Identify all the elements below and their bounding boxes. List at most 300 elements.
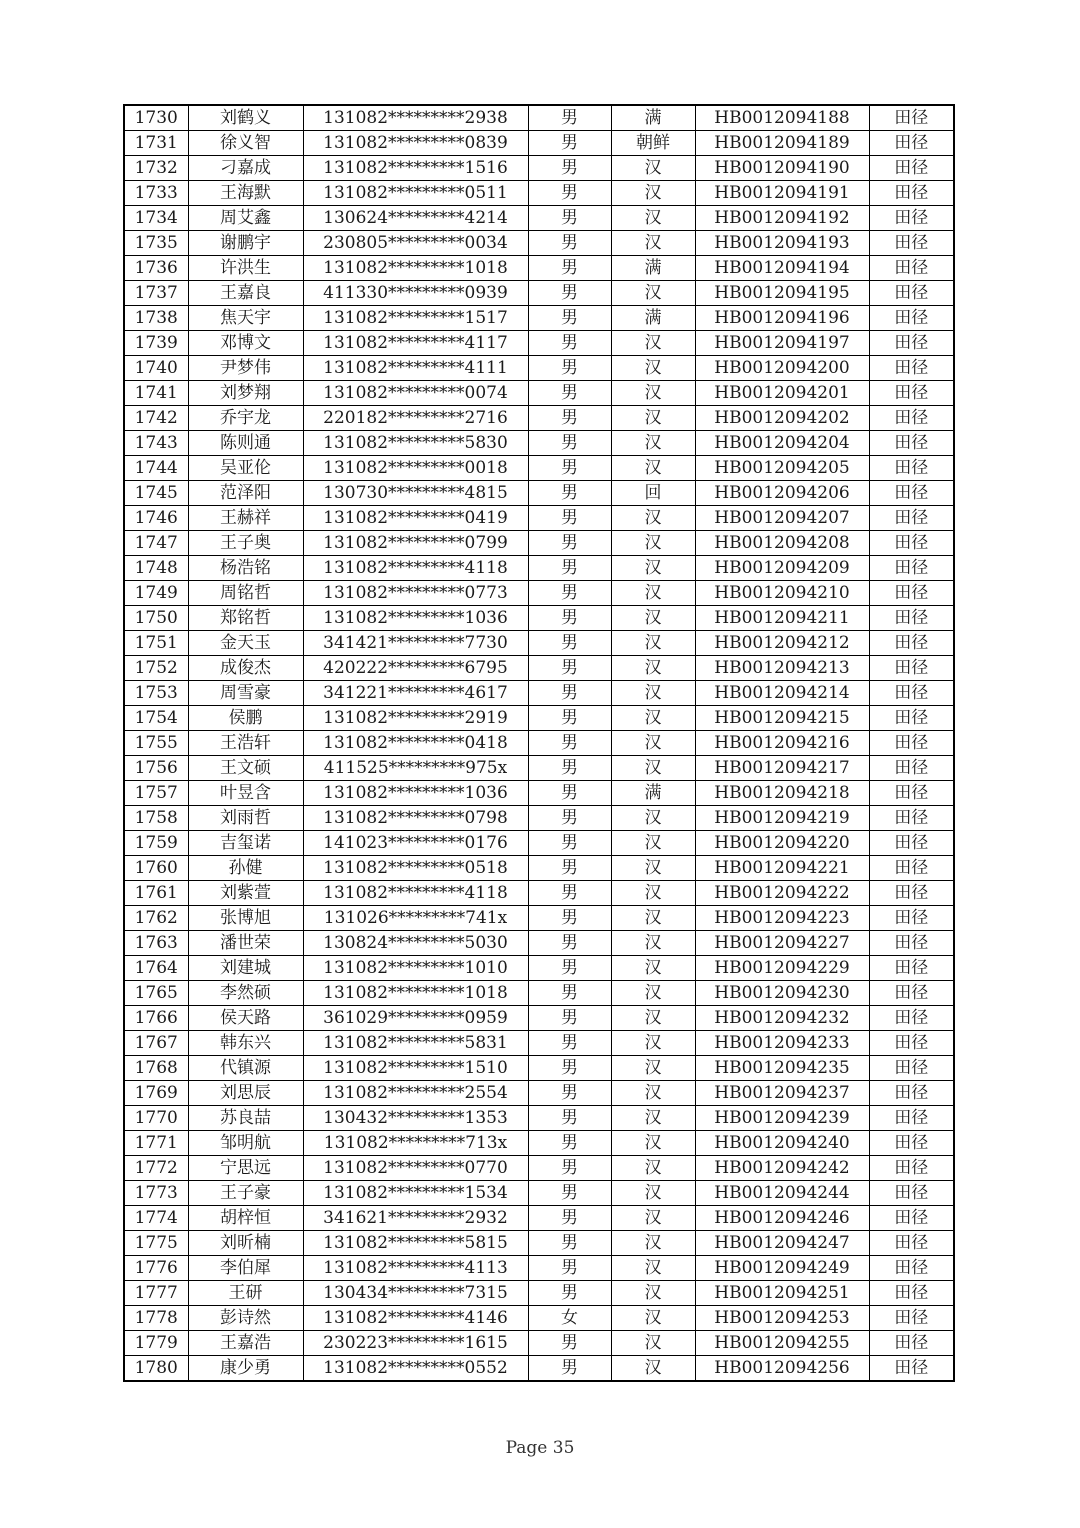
cell-name: 宁思远 [188, 1156, 303, 1181]
cell-name: 韩东兴 [188, 1031, 303, 1056]
cell-id-number: 131082*********2554 [303, 1081, 528, 1106]
cell-registration-number: HB0012094215 [695, 706, 869, 731]
cell-sport: 田径 [869, 1206, 954, 1231]
cell-gender: 男 [528, 881, 611, 906]
table-row [124, 556, 954, 581]
cell-ethnicity: 汉 [611, 1281, 695, 1306]
cell-sport: 田径 [869, 231, 954, 256]
table-row [124, 1206, 954, 1231]
cell-number: 1774 [124, 1206, 188, 1231]
cell-registration-number: HB0012094239 [695, 1106, 869, 1131]
table-row [124, 281, 954, 306]
cell-number: 1732 [124, 156, 188, 181]
table-row [124, 131, 954, 156]
cell-ethnicity: 汉 [611, 281, 695, 306]
cell-id-number: 131082*********4117 [303, 331, 528, 356]
cell-sport: 田径 [869, 631, 954, 656]
table-row [124, 881, 954, 906]
cell-number: 1750 [124, 606, 188, 631]
table-row [124, 631, 954, 656]
cell-name: 周铭哲 [188, 581, 303, 606]
cell-registration-number: HB0012094200 [695, 356, 869, 381]
cell-name: 郑铭哲 [188, 606, 303, 631]
cell-gender: 男 [528, 306, 611, 331]
cell-ethnicity: 汉 [611, 1131, 695, 1156]
cell-id-number: 131082*********1036 [303, 781, 528, 806]
cell-number: 1758 [124, 806, 188, 831]
cell-gender: 男 [528, 831, 611, 856]
cell-id-number: 230223*********1615 [303, 1331, 528, 1356]
cell-number: 1749 [124, 581, 188, 606]
cell-name: 彭诗然 [188, 1306, 303, 1331]
cell-number: 1745 [124, 481, 188, 506]
cell-gender: 男 [528, 756, 611, 781]
cell-name: 王海默 [188, 181, 303, 206]
table-row [124, 456, 954, 481]
cell-registration-number: HB0012094218 [695, 781, 869, 806]
cell-ethnicity: 汉 [611, 581, 695, 606]
cell-sport: 田径 [869, 281, 954, 306]
cell-gender: 男 [528, 581, 611, 606]
cell-id-number: 141023*********0176 [303, 831, 528, 856]
cell-gender: 男 [528, 1181, 611, 1206]
cell-name: 代镇源 [188, 1056, 303, 1081]
cell-id-number: 131082*********4111 [303, 356, 528, 381]
cell-id-number: 131026*********741x [303, 906, 528, 931]
table-row [124, 1006, 954, 1031]
cell-name: 王文硕 [188, 756, 303, 781]
cell-registration-number: HB0012094240 [695, 1131, 869, 1156]
cell-number: 1765 [124, 981, 188, 1006]
cell-ethnicity: 汉 [611, 931, 695, 956]
cell-sport: 田径 [869, 1356, 954, 1382]
cell-id-number: 131082*********0419 [303, 506, 528, 531]
cell-ethnicity: 汉 [611, 1156, 695, 1181]
cell-ethnicity: 汉 [611, 1231, 695, 1256]
cell-id-number: 131082*********4118 [303, 881, 528, 906]
table-row [124, 581, 954, 606]
cell-gender: 男 [528, 356, 611, 381]
cell-sport: 田径 [869, 731, 954, 756]
cell-name: 康少勇 [188, 1356, 303, 1382]
cell-number: 1753 [124, 681, 188, 706]
cell-ethnicity: 朝鲜 [611, 131, 695, 156]
cell-ethnicity: 汉 [611, 656, 695, 681]
cell-number: 1742 [124, 406, 188, 431]
cell-ethnicity: 满 [611, 105, 695, 131]
cell-registration-number: HB0012094251 [695, 1281, 869, 1306]
cell-sport: 田径 [869, 1231, 954, 1256]
cell-id-number: 411525*********975x [303, 756, 528, 781]
cell-name: 王子豪 [188, 1181, 303, 1206]
cell-ethnicity: 汉 [611, 856, 695, 881]
cell-gender: 男 [528, 181, 611, 206]
table-row [124, 406, 954, 431]
cell-number: 1735 [124, 231, 188, 256]
cell-name: 焦天宇 [188, 306, 303, 331]
cell-registration-number: HB0012094197 [695, 331, 869, 356]
cell-gender: 男 [528, 531, 611, 556]
table-row [124, 1256, 954, 1281]
cell-gender: 男 [528, 105, 611, 131]
cell-name: 谢鹏宇 [188, 231, 303, 256]
cell-ethnicity: 汉 [611, 1331, 695, 1356]
cell-id-number: 131082*********1018 [303, 256, 528, 281]
cell-number: 1737 [124, 281, 188, 306]
cell-id-number: 341221*********4617 [303, 681, 528, 706]
cell-id-number: 131082*********1018 [303, 981, 528, 1006]
cell-registration-number: HB0012094210 [695, 581, 869, 606]
table-row [124, 956, 954, 981]
table-row [124, 781, 954, 806]
cell-number: 1743 [124, 431, 188, 456]
cell-ethnicity: 满 [611, 256, 695, 281]
table-row [124, 1281, 954, 1306]
cell-number: 1739 [124, 331, 188, 356]
cell-id-number: 131082*********0798 [303, 806, 528, 831]
cell-name: 邹明航 [188, 1131, 303, 1156]
cell-ethnicity: 汉 [611, 506, 695, 531]
cell-name: 潘世荣 [188, 931, 303, 956]
cell-gender: 男 [528, 1031, 611, 1056]
table-row [124, 1056, 954, 1081]
table-row [124, 1181, 954, 1206]
cell-gender: 男 [528, 781, 611, 806]
cell-sport: 田径 [869, 1056, 954, 1081]
table-row [124, 906, 954, 931]
cell-registration-number: HB0012094204 [695, 431, 869, 456]
cell-sport: 田径 [869, 656, 954, 681]
cell-gender: 男 [528, 156, 611, 181]
cell-registration-number: HB0012094246 [695, 1206, 869, 1231]
cell-sport: 田径 [869, 331, 954, 356]
cell-id-number: 131082*********4113 [303, 1256, 528, 1281]
cell-registration-number: HB0012094237 [695, 1081, 869, 1106]
cell-number: 1763 [124, 931, 188, 956]
cell-registration-number: HB0012094213 [695, 656, 869, 681]
cell-sport: 田径 [869, 581, 954, 606]
cell-name: 苏良喆 [188, 1106, 303, 1131]
cell-name: 刘鹤义 [188, 105, 303, 131]
cell-number: 1752 [124, 656, 188, 681]
cell-ethnicity: 汉 [611, 381, 695, 406]
cell-ethnicity: 汉 [611, 456, 695, 481]
cell-gender: 男 [528, 281, 611, 306]
cell-gender: 男 [528, 931, 611, 956]
cell-gender: 男 [528, 606, 611, 631]
cell-ethnicity: 汉 [611, 1031, 695, 1056]
cell-number: 1747 [124, 531, 188, 556]
cell-ethnicity: 汉 [611, 831, 695, 856]
cell-number: 1780 [124, 1356, 188, 1382]
table-row [124, 356, 954, 381]
cell-ethnicity: 汉 [611, 1206, 695, 1231]
cell-sport: 田径 [869, 956, 954, 981]
cell-name: 金天玉 [188, 631, 303, 656]
cell-ethnicity: 汉 [611, 556, 695, 581]
cell-registration-number: HB0012094188 [695, 105, 869, 131]
cell-gender: 男 [528, 631, 611, 656]
cell-ethnicity: 汉 [611, 231, 695, 256]
cell-sport: 田径 [869, 431, 954, 456]
table-row [124, 656, 954, 681]
cell-registration-number: HB0012094212 [695, 631, 869, 656]
table-row [124, 756, 954, 781]
cell-registration-number: HB0012094219 [695, 806, 869, 831]
cell-gender: 男 [528, 1106, 611, 1131]
table-row [124, 706, 954, 731]
table-row [124, 1081, 954, 1106]
cell-number: 1757 [124, 781, 188, 806]
cell-sport: 田径 [869, 856, 954, 881]
cell-registration-number: HB0012094193 [695, 231, 869, 256]
table-row [124, 1156, 954, 1181]
table-row [124, 1031, 954, 1056]
cell-registration-number: HB0012094223 [695, 906, 869, 931]
cell-ethnicity: 汉 [611, 906, 695, 931]
cell-registration-number: HB0012094233 [695, 1031, 869, 1056]
cell-ethnicity: 汉 [611, 1256, 695, 1281]
cell-number: 1776 [124, 1256, 188, 1281]
cell-sport: 田径 [869, 406, 954, 431]
cell-number: 1769 [124, 1081, 188, 1106]
cell-registration-number: HB0012094242 [695, 1156, 869, 1181]
cell-registration-number: HB0012094232 [695, 1006, 869, 1031]
cell-sport: 田径 [869, 881, 954, 906]
cell-number: 1773 [124, 1181, 188, 1206]
cell-sport: 田径 [869, 1331, 954, 1356]
cell-sport: 田径 [869, 306, 954, 331]
cell-ethnicity: 汉 [611, 156, 695, 181]
cell-registration-number: HB0012094220 [695, 831, 869, 856]
cell-gender: 男 [528, 681, 611, 706]
cell-name: 范泽阳 [188, 481, 303, 506]
cell-sport: 田径 [869, 131, 954, 156]
cell-gender: 男 [528, 706, 611, 731]
table-row [124, 731, 954, 756]
cell-id-number: 361029*********0959 [303, 1006, 528, 1031]
cell-gender: 男 [528, 1206, 611, 1231]
cell-sport: 田径 [869, 1306, 954, 1331]
cell-ethnicity: 汉 [611, 806, 695, 831]
cell-sport: 田径 [869, 781, 954, 806]
cell-gender: 男 [528, 1131, 611, 1156]
cell-gender: 男 [528, 806, 611, 831]
cell-id-number: 131082*********713x [303, 1131, 528, 1156]
cell-id-number: 131082*********5815 [303, 1231, 528, 1256]
cell-sport: 田径 [869, 906, 954, 931]
cell-id-number: 131082*********0773 [303, 581, 528, 606]
cell-registration-number: HB0012094217 [695, 756, 869, 781]
cell-sport: 田径 [869, 456, 954, 481]
cell-number: 1768 [124, 1056, 188, 1081]
cell-registration-number: HB0012094216 [695, 731, 869, 756]
table-row [124, 1131, 954, 1156]
cell-ethnicity: 汉 [611, 431, 695, 456]
cell-ethnicity: 汉 [611, 706, 695, 731]
cell-number: 1764 [124, 956, 188, 981]
cell-gender: 男 [528, 456, 611, 481]
cell-ethnicity: 汉 [611, 181, 695, 206]
cell-registration-number: HB0012094201 [695, 381, 869, 406]
table-row [124, 181, 954, 206]
cell-id-number: 131082*********2919 [303, 706, 528, 731]
cell-sport: 田径 [869, 1006, 954, 1031]
cell-number: 1771 [124, 1131, 188, 1156]
cell-registration-number: HB0012094205 [695, 456, 869, 481]
cell-number: 1755 [124, 731, 188, 756]
cell-name: 吴亚伦 [188, 456, 303, 481]
cell-registration-number: HB0012094229 [695, 956, 869, 981]
cell-ethnicity: 汉 [611, 1356, 695, 1382]
cell-name: 刁嘉成 [188, 156, 303, 181]
cell-name: 刘昕楠 [188, 1231, 303, 1256]
cell-registration-number: HB0012094206 [695, 481, 869, 506]
cell-sport: 田径 [869, 706, 954, 731]
cell-sport: 田径 [869, 356, 954, 381]
table-row [124, 431, 954, 456]
cell-id-number: 341421*********7730 [303, 631, 528, 656]
cell-registration-number: HB0012094208 [695, 531, 869, 556]
roster-table [123, 104, 955, 1382]
cell-id-number: 130434*********7315 [303, 1281, 528, 1306]
table-row [124, 206, 954, 231]
cell-name: 杨浩铭 [188, 556, 303, 581]
cell-gender: 男 [528, 1256, 611, 1281]
cell-sport: 田径 [869, 931, 954, 956]
cell-sport: 田径 [869, 981, 954, 1006]
cell-registration-number: HB0012094222 [695, 881, 869, 906]
cell-gender: 男 [528, 256, 611, 281]
cell-id-number: 230805*********0034 [303, 231, 528, 256]
table-row [124, 931, 954, 956]
cell-ethnicity: 汉 [611, 1081, 695, 1106]
cell-sport: 田径 [869, 1156, 954, 1181]
cell-ethnicity: 汉 [611, 681, 695, 706]
cell-gender: 男 [528, 206, 611, 231]
cell-id-number: 131082*********0839 [303, 131, 528, 156]
cell-name: 刘思辰 [188, 1081, 303, 1106]
cell-ethnicity: 满 [611, 781, 695, 806]
cell-ethnicity: 汉 [611, 956, 695, 981]
cell-registration-number: HB0012094196 [695, 306, 869, 331]
page-number: Page 35 [505, 1438, 575, 1458]
cell-name: 王浩轩 [188, 731, 303, 756]
cell-registration-number: HB0012094202 [695, 406, 869, 431]
cell-gender: 男 [528, 231, 611, 256]
table-row [124, 381, 954, 406]
cell-name: 侯天路 [188, 1006, 303, 1031]
cell-sport: 田径 [869, 1181, 954, 1206]
cell-ethnicity: 汉 [611, 406, 695, 431]
cell-id-number: 131082*********1036 [303, 606, 528, 631]
cell-ethnicity: 汉 [611, 1056, 695, 1081]
table-row [124, 1331, 954, 1356]
cell-gender: 男 [528, 506, 611, 531]
cell-gender: 男 [528, 381, 611, 406]
table-row [124, 156, 954, 181]
cell-id-number: 130730*********4815 [303, 481, 528, 506]
cell-ethnicity: 汉 [611, 1006, 695, 1031]
cell-id-number: 420222*********6795 [303, 656, 528, 681]
cell-number: 1759 [124, 831, 188, 856]
cell-gender: 男 [528, 856, 611, 881]
cell-id-number: 131082*********0511 [303, 181, 528, 206]
cell-sport: 田径 [869, 206, 954, 231]
table-row [124, 1231, 954, 1256]
table-row [124, 1306, 954, 1331]
cell-number: 1733 [124, 181, 188, 206]
cell-gender: 男 [528, 556, 611, 581]
cell-registration-number: HB0012094256 [695, 1356, 869, 1382]
table-row [124, 331, 954, 356]
table-row [124, 806, 954, 831]
cell-registration-number: HB0012094235 [695, 1056, 869, 1081]
table-row [124, 1356, 954, 1382]
cell-id-number: 131082*********0799 [303, 531, 528, 556]
table-row [124, 606, 954, 631]
cell-name: 王研 [188, 1281, 303, 1306]
table-row [124, 681, 954, 706]
cell-gender: 男 [528, 981, 611, 1006]
cell-name: 王子奥 [188, 531, 303, 556]
cell-number: 1730 [124, 105, 188, 131]
table-row [124, 105, 954, 131]
cell-name: 成俊杰 [188, 656, 303, 681]
cell-name: 刘紫萱 [188, 881, 303, 906]
table-row [124, 1106, 954, 1131]
cell-number: 1744 [124, 456, 188, 481]
cell-id-number: 131082*********2938 [303, 105, 528, 131]
cell-number: 1731 [124, 131, 188, 156]
cell-gender: 男 [528, 406, 611, 431]
cell-sport: 田径 [869, 1256, 954, 1281]
cell-ethnicity: 汉 [611, 1106, 695, 1131]
cell-number: 1762 [124, 906, 188, 931]
cell-number: 1751 [124, 631, 188, 656]
cell-registration-number: HB0012094194 [695, 256, 869, 281]
cell-number: 1748 [124, 556, 188, 581]
cell-name: 周艾鑫 [188, 206, 303, 231]
cell-sport: 田径 [869, 256, 954, 281]
cell-number: 1777 [124, 1281, 188, 1306]
cell-gender: 男 [528, 1081, 611, 1106]
cell-sport: 田径 [869, 531, 954, 556]
cell-registration-number: HB0012094247 [695, 1231, 869, 1256]
cell-gender: 男 [528, 1331, 611, 1356]
cell-id-number: 341621*********2932 [303, 1206, 528, 1231]
cell-name: 侯鹏 [188, 706, 303, 731]
cell-ethnicity: 汉 [611, 531, 695, 556]
cell-gender: 男 [528, 1281, 611, 1306]
cell-name: 邓博文 [188, 331, 303, 356]
cell-id-number: 131082*********0770 [303, 1156, 528, 1181]
cell-number: 1775 [124, 1231, 188, 1256]
cell-sport: 田径 [869, 831, 954, 856]
cell-gender: 男 [528, 431, 611, 456]
cell-sport: 田径 [869, 681, 954, 706]
cell-gender: 男 [528, 1006, 611, 1031]
cell-id-number: 130624*********4214 [303, 206, 528, 231]
cell-registration-number: HB0012094214 [695, 681, 869, 706]
table-row [124, 231, 954, 256]
cell-ethnicity: 回 [611, 481, 695, 506]
cell-id-number: 130824*********5030 [303, 931, 528, 956]
cell-number: 1740 [124, 356, 188, 381]
cell-ethnicity: 汉 [611, 1181, 695, 1206]
table-row [124, 856, 954, 881]
cell-name: 孙健 [188, 856, 303, 881]
